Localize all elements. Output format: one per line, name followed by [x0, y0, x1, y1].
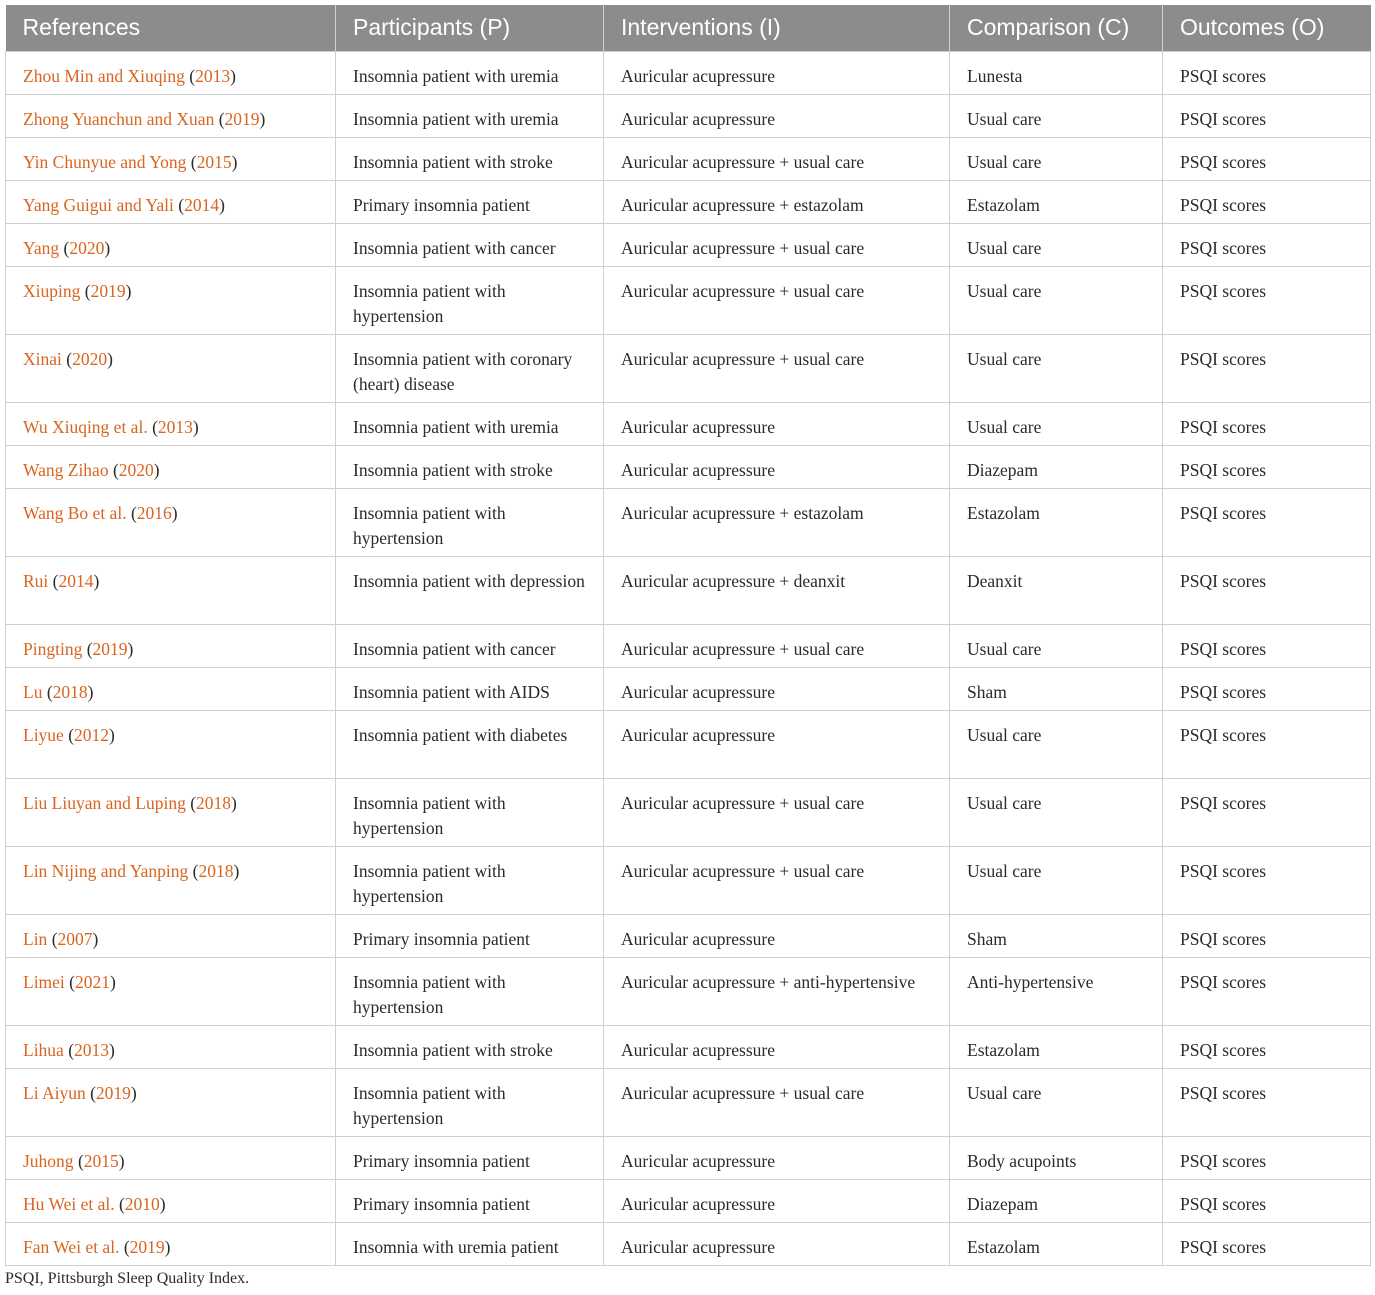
intervention-cell: Auricular acupressure: [604, 667, 950, 710]
outcome-cell: PSQI scores: [1163, 402, 1371, 445]
table-row: [6, 94, 1371, 137]
reference-paren-close: ): [118, 1150, 125, 1171]
reference-cell: [6, 1179, 336, 1222]
comparison-cell: Diazepam: [950, 445, 1163, 488]
comparison-cell: Lunesta: [950, 51, 1163, 94]
reference-link[interactable]: Liyue: [23, 724, 64, 745]
reference-cell: [6, 624, 336, 667]
pico-table: [5, 5, 1371, 1266]
outcome-cell: PSQI scores: [1163, 1025, 1371, 1068]
intervention-cell: Auricular acupressure + usual care: [604, 846, 950, 914]
reference-year-link[interactable]: 2019: [92, 638, 128, 659]
intervention-cell: Auricular acupressure + estazolam: [604, 180, 950, 223]
reference-link[interactable]: Limei: [23, 971, 65, 992]
reference-cell: [6, 778, 336, 846]
table-row: [6, 266, 1371, 334]
intervention-cell: Auricular acupressure + usual care: [604, 778, 950, 846]
intervention-cell: Auricular acupressure: [604, 710, 950, 778]
outcome-cell: PSQI scores: [1163, 94, 1371, 137]
comparison-cell: Usual care: [950, 710, 1163, 778]
reference-paren-open: (: [59, 237, 70, 258]
intervention-cell: Auricular acupressure: [604, 914, 950, 957]
comparison-cell: Estazolam: [950, 1025, 1163, 1068]
reference-link[interactable]: Wang Zihao: [23, 459, 109, 480]
reference-paren-close: ): [230, 65, 236, 86]
table-row: [6, 51, 1371, 94]
reference-cell: [6, 710, 336, 778]
table-row: [6, 624, 1371, 667]
outcome-cell: PSQI scores: [1163, 445, 1371, 488]
reference-cell: [6, 180, 336, 223]
reference-paren-open: (: [48, 570, 59, 591]
table-row: [6, 334, 1371, 402]
outcome-cell: PSQI scores: [1163, 1068, 1371, 1136]
reference-cell: [6, 957, 336, 1025]
reference-cell: [6, 334, 336, 402]
reference-paren-open: (: [119, 1236, 130, 1257]
reference-year-link[interactable]: 2020: [72, 348, 108, 369]
reference-year-link[interactable]: 2021: [75, 971, 110, 992]
participants-cell: Insomnia patient with coronary (heart) disease: [336, 334, 604, 402]
intervention-cell: Auricular acupressure + estazolam: [604, 488, 950, 556]
reference-paren-open: (: [185, 792, 197, 813]
reference-paren-close: ): [125, 280, 132, 301]
participants-cell: Insomnia patient with hypertension: [336, 778, 604, 846]
reference-paren-close: ): [153, 459, 160, 480]
reference-year-link[interactable]: 2019: [95, 1082, 131, 1103]
table-row: [6, 1068, 1371, 1136]
comparison-cell: Deanxit: [950, 556, 1163, 624]
reference-link[interactable]: Xinai: [23, 348, 62, 369]
table-row: [6, 710, 1371, 778]
intervention-cell: Auricular acupressure: [604, 402, 950, 445]
outcome-cell: PSQI scores: [1163, 914, 1371, 957]
reference-year-link[interactable]: 2014: [184, 194, 220, 215]
header-row: [6, 5, 1371, 51]
reference-cell: [6, 223, 336, 266]
reference-paren-close: ): [109, 1039, 115, 1060]
comparison-cell: Sham: [950, 914, 1163, 957]
reference-year-link[interactable]: 2014: [58, 570, 94, 591]
reference-link[interactable]: Xiuping: [23, 280, 81, 301]
reference-link[interactable]: Wang Bo et al.: [23, 502, 127, 523]
table-row: [6, 1025, 1371, 1068]
outcome-cell: PSQI scores: [1163, 180, 1371, 223]
outcome-cell: PSQI scores: [1163, 223, 1371, 266]
reference-link[interactable]: Lin Nijing and Yanping: [23, 860, 189, 881]
participants-cell: Insomnia with uremia patient: [336, 1222, 604, 1265]
reference-year-link[interactable]: 2018: [52, 681, 88, 702]
outcome-cell: PSQI scores: [1163, 488, 1371, 556]
reference-year-link[interactable]: 2016: [136, 502, 172, 523]
reference-year-link[interactable]: 2007: [57, 928, 93, 949]
reference-year-link[interactable]: 2019: [224, 108, 260, 129]
reference-link[interactable]: Lihua: [23, 1039, 64, 1060]
comparison-cell: Usual care: [950, 94, 1163, 137]
outcome-cell: PSQI scores: [1163, 778, 1371, 846]
reference-year-link[interactable]: 2015: [196, 151, 232, 172]
table-row: [6, 846, 1371, 914]
outcome-cell: PSQI scores: [1163, 624, 1371, 667]
reference-paren-close: ): [127, 638, 134, 659]
reference-paren-close: ): [87, 681, 94, 702]
reference-link[interactable]: Wu Xiuqing et al.: [23, 416, 148, 437]
reference-paren-close: ): [259, 108, 266, 129]
participants-cell: Insomnia patient with stroke: [336, 1025, 604, 1068]
outcome-cell: PSQI scores: [1163, 957, 1371, 1025]
reference-paren-open: (: [61, 348, 73, 369]
intervention-cell: Auricular acupressure: [604, 445, 950, 488]
outcome-cell: PSQI scores: [1163, 266, 1371, 334]
reference-paren-open: (: [63, 724, 75, 745]
reference-paren-open: (: [184, 65, 196, 86]
reference-paren-open: (: [85, 1082, 96, 1103]
table-row: [6, 137, 1371, 180]
reference-link[interactable]: Juhong: [23, 1150, 74, 1171]
reference-year-link[interactable]: 2010: [124, 1193, 160, 1214]
intervention-cell: Auricular acupressure + usual care: [604, 1068, 950, 1136]
reference-paren-open: (: [63, 1039, 75, 1060]
reference-paren-close: ): [171, 502, 178, 523]
participants-cell: Primary insomnia patient: [336, 914, 604, 957]
reference-cell: [6, 51, 336, 94]
reference-year-link[interactable]: 2019: [129, 1236, 165, 1257]
reference-paren-close: ): [192, 416, 199, 437]
comparison-cell: Usual care: [950, 624, 1163, 667]
reference-paren-open: (: [73, 1150, 84, 1171]
reference-paren-open: (: [126, 502, 137, 523]
participants-cell: Insomnia patient with AIDS: [336, 667, 604, 710]
outcome-cell: PSQI scores: [1163, 710, 1371, 778]
reference-cell: [6, 1025, 336, 1068]
reference-paren-open: (: [42, 681, 53, 702]
reference-paren-close: ): [92, 928, 99, 949]
reference-link[interactable]: Yang: [23, 237, 60, 258]
comparison-cell: Usual care: [950, 778, 1163, 846]
comparison-cell: Usual care: [950, 223, 1163, 266]
reference-paren-close: ): [107, 348, 113, 369]
reference-paren-open: (: [173, 194, 185, 215]
comparison-cell: Body acupoints: [950, 1136, 1163, 1179]
reference-year-link[interactable]: 2020: [118, 459, 154, 480]
table-container: [5, 5, 1370, 1266]
reference-paren-close: ): [164, 1236, 171, 1257]
outcome-cell: PSQI scores: [1163, 1222, 1371, 1265]
table-row: [6, 223, 1371, 266]
participants-cell: Insomnia patient with depression: [336, 556, 604, 624]
reference-cell: [6, 266, 336, 334]
reference-cell: [6, 1222, 336, 1265]
comparison-cell: Usual care: [950, 402, 1163, 445]
outcome-cell: PSQI scores: [1163, 137, 1371, 180]
reference-year-link[interactable]: 2013: [195, 65, 231, 86]
participants-cell: Insomnia patient with stroke: [336, 137, 604, 180]
comparison-cell: Usual care: [950, 1068, 1163, 1136]
reference-cell: [6, 556, 336, 624]
reference-link[interactable]: Lu: [23, 681, 43, 702]
table-row: [6, 1222, 1371, 1265]
table-row: [6, 445, 1371, 488]
reference-paren-close: ): [130, 1082, 137, 1103]
participants-cell: Insomnia patient with hypertension: [336, 957, 604, 1025]
participants-cell: Insomnia patient with uremia: [336, 51, 604, 94]
comparison-cell: Usual care: [950, 334, 1163, 402]
reference-year-link[interactable]: 2020: [69, 237, 105, 258]
intervention-cell: Auricular acupressure: [604, 1179, 950, 1222]
reference-link[interactable]: Pingting: [23, 638, 83, 659]
intervention-cell: Auricular acupressure: [604, 1136, 950, 1179]
participants-cell: Insomnia patient with hypertension: [336, 1068, 604, 1136]
reference-paren-close: ): [231, 151, 238, 172]
reference-paren-close: ): [104, 237, 111, 258]
intervention-cell: Auricular acupressure: [604, 51, 950, 94]
reference-cell: [6, 488, 336, 556]
reference-paren-close: ): [93, 570, 100, 591]
participants-cell: Insomnia patient with hypertension: [336, 488, 604, 556]
participants-cell: Primary insomnia patient: [336, 180, 604, 223]
intervention-cell: Auricular acupressure + usual care: [604, 624, 950, 667]
reference-paren-close: ): [231, 792, 237, 813]
reference-paren-close: ): [110, 971, 116, 992]
reference-paren-close: ): [109, 724, 115, 745]
reference-paren-open: (: [108, 459, 119, 480]
outcome-cell: PSQI scores: [1163, 667, 1371, 710]
intervention-cell: Auricular acupressure + usual care: [604, 137, 950, 180]
table-row: [6, 914, 1371, 957]
intervention-cell: Auricular acupressure: [604, 1025, 950, 1068]
comparison-cell: Sham: [950, 667, 1163, 710]
reference-link[interactable]: Lin: [23, 928, 48, 949]
reference-paren-close: ): [159, 1193, 166, 1214]
intervention-cell: Auricular acupressure + usual care: [604, 223, 950, 266]
reference-cell: [6, 914, 336, 957]
reference-link[interactable]: Hu Wei et al.: [23, 1193, 115, 1214]
reference-paren-open: (: [82, 638, 93, 659]
reference-cell: [6, 846, 336, 914]
reference-link[interactable]: Fan Wei et al.: [23, 1236, 120, 1257]
intervention-cell: Auricular acupressure: [604, 94, 950, 137]
participants-cell: Insomnia patient with uremia: [336, 402, 604, 445]
comparison-cell: Anti-hypertensive: [950, 957, 1163, 1025]
reference-paren-open: (: [214, 108, 225, 129]
table-row: [6, 556, 1371, 624]
participants-cell: Insomnia patient with cancer: [336, 624, 604, 667]
reference-link[interactable]: Yin Chunyue and Yong: [23, 151, 187, 172]
table-footnote: PSQI, Pittsburgh Sleep Quality Index.: [5, 1270, 250, 1287]
reference-paren-close: ): [233, 860, 240, 881]
reference-year-link[interactable]: 2018: [196, 792, 232, 813]
reference-paren-open: (: [47, 928, 58, 949]
outcome-cell: PSQI scores: [1163, 846, 1371, 914]
table-row: [6, 1136, 1371, 1179]
intervention-cell: Auricular acupressure: [604, 1222, 950, 1265]
outcome-cell: PSQI scores: [1163, 1179, 1371, 1222]
reference-link[interactable]: Liu Liuyan and Luping: [23, 792, 186, 813]
reference-year-link[interactable]: 2015: [83, 1150, 119, 1171]
table-row: [6, 180, 1371, 223]
comparison-cell: Estazolam: [950, 180, 1163, 223]
reference-paren-close: ): [219, 194, 225, 215]
reference-cell: [6, 137, 336, 180]
intervention-cell: Auricular acupressure + deanxit: [604, 556, 950, 624]
reference-year-link[interactable]: 2019: [90, 280, 126, 301]
comparison-cell: Estazolam: [950, 488, 1163, 556]
comparison-cell: Usual care: [950, 846, 1163, 914]
table-row: [6, 402, 1371, 445]
reference-link[interactable]: Yang Guigui and Yali: [23, 194, 174, 215]
reference-cell: [6, 94, 336, 137]
intervention-cell: Auricular acupressure + usual care: [604, 266, 950, 334]
reference-paren-open: (: [64, 971, 75, 992]
outcome-cell: PSQI scores: [1163, 1136, 1371, 1179]
reference-year-link[interactable]: 2012: [74, 724, 110, 745]
reference-paren-open: (: [114, 1193, 125, 1214]
reference-link[interactable]: Zhong Yuanchun and Xuan: [23, 108, 215, 129]
participants-cell: Insomnia patient with hypertension: [336, 846, 604, 914]
reference-year-link[interactable]: 2013: [74, 1039, 110, 1060]
header-outcomes: Outcomes (O): [1163, 5, 1371, 51]
reference-link[interactable]: Li Aiyun: [23, 1082, 86, 1103]
table-row: [6, 1179, 1371, 1222]
table-row: [6, 778, 1371, 846]
reference-link[interactable]: Rui: [23, 570, 49, 591]
participants-cell: Primary insomnia patient: [336, 1179, 604, 1222]
outcome-cell: PSQI scores: [1163, 556, 1371, 624]
reference-year-link[interactable]: 2018: [198, 860, 234, 881]
header-references: References: [6, 5, 336, 51]
table-row: [6, 667, 1371, 710]
outcome-cell: PSQI scores: [1163, 51, 1371, 94]
reference-paren-open: (: [188, 860, 199, 881]
participants-cell: Insomnia patient with diabetes: [336, 710, 604, 778]
header-interventions: Interventions (I): [604, 5, 950, 51]
participants-cell: Insomnia patient with uremia: [336, 94, 604, 137]
header-comparison: Comparison (C): [950, 5, 1163, 51]
participants-cell: Insomnia patient with hypertension: [336, 266, 604, 334]
intervention-cell: Auricular acupressure + usual care: [604, 334, 950, 402]
table-row: [6, 488, 1371, 556]
table-body: [6, 51, 1371, 1265]
table-row: [6, 957, 1371, 1025]
reference-paren-open: (: [186, 151, 197, 172]
comparison-cell: Usual care: [950, 266, 1163, 334]
participants-cell: Insomnia patient with stroke: [336, 445, 604, 488]
outcome-cell: PSQI scores: [1163, 334, 1371, 402]
reference-cell: [6, 1068, 336, 1136]
participants-cell: Insomnia patient with cancer: [336, 223, 604, 266]
reference-cell: [6, 402, 336, 445]
reference-cell: [6, 667, 336, 710]
reference-link[interactable]: Zhou Min and Xiuqing: [23, 65, 185, 86]
comparison-cell: Diazepam: [950, 1179, 1163, 1222]
header-participants: Participants (P): [336, 5, 604, 51]
comparison-cell: Usual care: [950, 137, 1163, 180]
reference-paren-open: (: [147, 416, 158, 437]
comparison-cell: Estazolam: [950, 1222, 1163, 1265]
reference-cell: [6, 1136, 336, 1179]
reference-paren-open: (: [80, 280, 91, 301]
intervention-cell: Auricular acupressure + anti-hypertensive: [604, 957, 950, 1025]
reference-cell: [6, 445, 336, 488]
reference-year-link[interactable]: 2013: [157, 416, 193, 437]
participants-cell: Primary insomnia patient: [336, 1136, 604, 1179]
